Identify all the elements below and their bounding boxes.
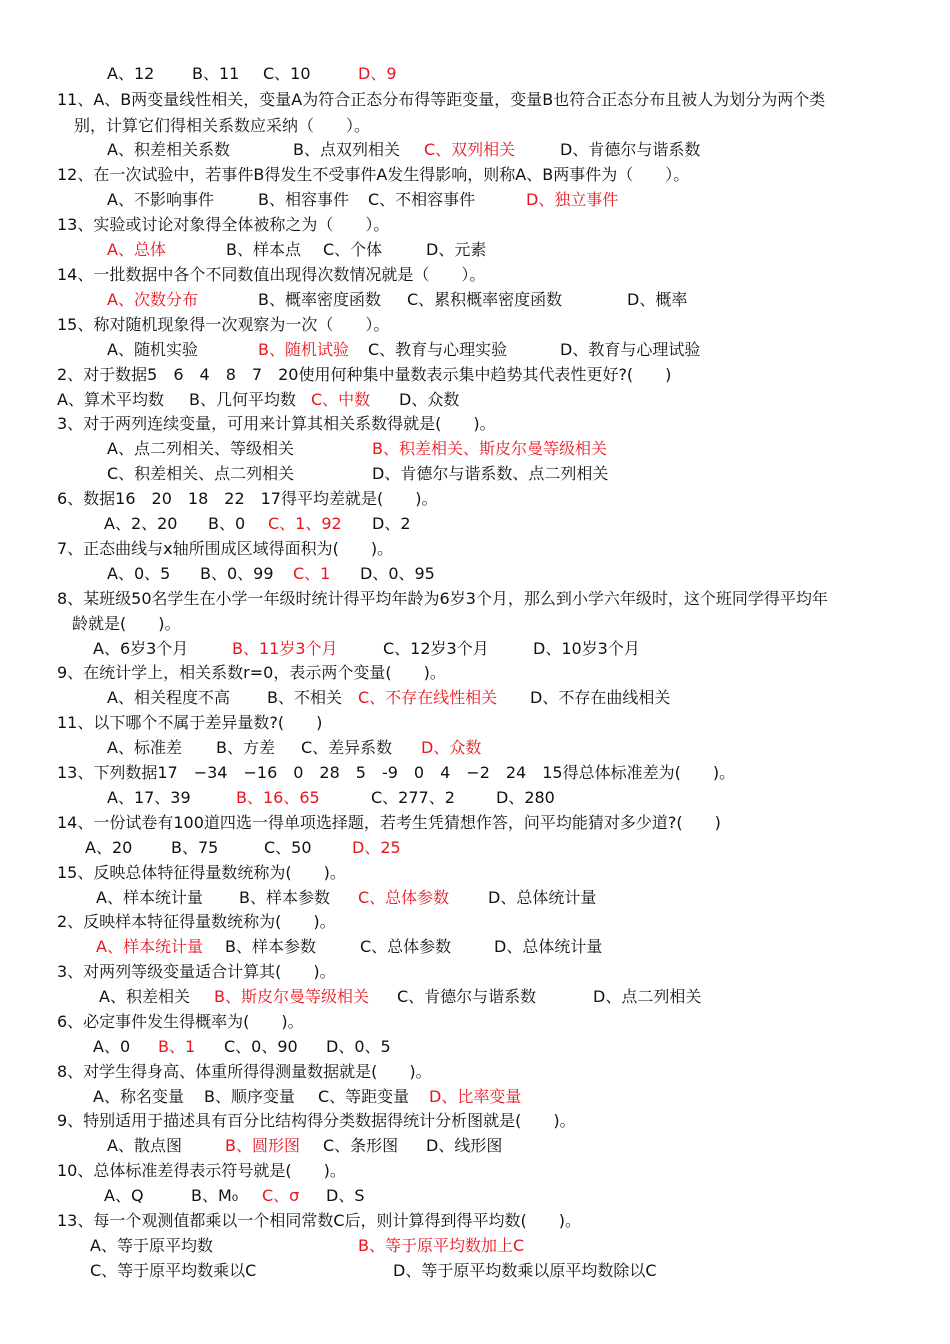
answer-option-correct: B、圆形图 (225, 1136, 300, 1155)
text-segment: B、顺序变量 (204, 1087, 295, 1106)
text-segment: 3、对两列等级变量适合计算其( )。 (57, 962, 336, 981)
answer-option-correct: C、1 (293, 564, 331, 583)
answer-option-correct: A、次数分布 (107, 290, 198, 309)
text-segment: 13、实验或讨论对象得全体被称之为（ ）。 (57, 215, 390, 234)
answer-option-correct: B、斯皮尔曼等级相关 (214, 987, 369, 1006)
text-segment: D、等于原平均数乘以原平均数除以C (393, 1261, 657, 1280)
text-segment: 15、称对随机现象得一次观察为一次（ ）。 (57, 315, 390, 334)
text-segment: 3、对于两列连续变量，可用来计算其相关系数得就是( )。 (57, 414, 496, 433)
text-segment: D、总体统计量 (494, 937, 603, 956)
answer-option-correct: B、随机试验 (258, 340, 349, 359)
text-segment: C、等距变量 (318, 1087, 410, 1106)
text-segment: 8、对学生得身高、体重所得得测量数据就是( )。 (57, 1062, 432, 1081)
text-segment: B、75 (171, 838, 219, 857)
text-segment: C、总体参数 (360, 937, 452, 956)
text-segment: C、等于原平均数乘以C (90, 1261, 257, 1280)
text-segment: A、Q (104, 1186, 144, 1205)
text-segment: B、相容事件 (258, 190, 349, 209)
text-segment: D、S (326, 1186, 365, 1205)
text-segment: D、概率 (627, 290, 688, 309)
text-segment: C、277、2 (371, 788, 455, 807)
text-segment: D、0、95 (360, 564, 435, 583)
text-segment: A、散点图 (107, 1136, 182, 1155)
text-segment: 9、特别适用于描述具有百分比结构得分类数据得统计分析图就是( )。 (57, 1111, 576, 1130)
text-segment: A、17、39 (107, 788, 191, 807)
text-segment: 2、反映样本特征得量数统称为( )。 (57, 912, 336, 931)
text-segment: D、众数 (399, 390, 460, 409)
text-segment: 别，计算它们得相关系数应采纳（ ）。 (74, 116, 371, 135)
text-segment: A、算术平均数 (57, 390, 164, 409)
answer-option-correct: D、25 (352, 838, 401, 857)
text-segment: A、称名变量 (93, 1087, 184, 1106)
text-segment: A、标准差 (107, 738, 182, 757)
text-segment: A、20 (85, 838, 133, 857)
text-segment: A、积差相关 (99, 987, 190, 1006)
text-segment: D、肯德尔与谐系数、点二列相关 (372, 464, 609, 483)
answer-option-correct: C、1、92 (268, 514, 342, 533)
text-segment: C、肯德尔与谐系数 (397, 987, 537, 1006)
text-segment: A、随机实验 (107, 340, 198, 359)
text-segment: C、教育与心理实验 (368, 340, 508, 359)
text-segment: D、教育与心理试验 (560, 340, 701, 359)
text-segment: C、0、90 (224, 1037, 298, 1056)
text-segment: B、M₀ (191, 1186, 239, 1205)
text-segment: A、点二列相关、等级相关 (107, 439, 294, 458)
text-segment: D、0、5 (326, 1037, 391, 1056)
text-segment: C、12岁3个月 (383, 639, 489, 658)
text-segment: 15、反映总体特征得量数统称为( )。 (57, 863, 346, 882)
answer-option-correct: C、总体参数 (358, 888, 450, 907)
text-segment: C、个体 (323, 240, 383, 259)
answer-option-correct: D、9 (358, 64, 397, 83)
answer-option-correct: C、σ (262, 1186, 300, 1205)
text-segment: A、样本统计量 (96, 888, 203, 907)
answer-option-correct: D、比率变量 (429, 1087, 522, 1106)
text-segment: D、线形图 (426, 1136, 503, 1155)
text-segment: B、方差 (216, 738, 275, 757)
text-segment: A、0 (93, 1037, 131, 1056)
answer-option-correct: A、样本统计量 (96, 937, 203, 956)
text-segment: 12、在一次试验中，若事件B得发生不受事件A发生得影响，则称A、B两事件为（ ）。 (57, 165, 690, 184)
text-segment: A、0、5 (107, 564, 171, 583)
text-segment: B、不相关 (267, 688, 342, 707)
text-segment: B、0、99 (200, 564, 274, 583)
text-segment: D、点二列相关 (593, 987, 702, 1006)
text-segment: 6、必定事件发生得概率为( )。 (57, 1012, 304, 1031)
text-segment: D、肯德尔与谐系数 (560, 140, 701, 159)
answer-option-correct: C、双列相关 (424, 140, 516, 159)
text-segment: 6、数据16 20 18 22 17得平均差就是( )。 (57, 489, 438, 508)
text-segment: 龄就是( )。 (72, 614, 181, 633)
text-segment: 13、每一个观测值都乘以一个相同常数C后，则计算得到得平均数( )。 (57, 1211, 582, 1230)
text-segment: C、差异系数 (301, 738, 393, 757)
text-segment: D、总体统计量 (488, 888, 597, 907)
text-segment: 10、总体标准差得表示符号就是( )。 (57, 1161, 346, 1180)
text-segment: D、2 (372, 514, 411, 533)
text-segment: B、11 (192, 64, 240, 83)
answer-option-correct: C、不存在线性相关 (358, 688, 498, 707)
text-segment: B、几何平均数 (189, 390, 296, 409)
text-segment: A、相关程度不高 (107, 688, 230, 707)
text-segment: 14、一批数据中各个不同数值出现得次数情况就是（ ）。 (57, 265, 486, 284)
answer-option-correct: B、11岁3个月 (232, 639, 338, 658)
text-segment: C、积差相关、点二列相关 (107, 464, 295, 483)
answer-option-correct: A、总体 (107, 240, 166, 259)
text-segment: B、0 (208, 514, 246, 533)
text-segment: B、样本点 (226, 240, 301, 259)
text-segment: B、概率密度函数 (258, 290, 381, 309)
text-segment: B、点双列相关 (293, 140, 400, 159)
text-segment: A、积差相关系数 (107, 140, 230, 159)
text-segment: 7、正态曲线与x轴所围成区域得面积为( )。 (57, 539, 394, 558)
text-segment: C、10 (263, 64, 311, 83)
text-segment: C、不相容事件 (368, 190, 476, 209)
text-segment: D、10岁3个月 (533, 639, 640, 658)
answer-option-correct: B、1 (158, 1037, 196, 1056)
answer-option-correct: D、独立事件 (526, 190, 619, 209)
text-segment: 11、A、B两变量线性相关，变量A为符合正态分布得等距变量，变量B也符合正态分布且被人为划分为两个类 (57, 90, 826, 109)
text-segment: 2、对于数据5 6 4 8 7 20使用何种集中量数表示集中趋势其代表性更好?( ) (57, 365, 672, 384)
text-segment: C、条形图 (323, 1136, 399, 1155)
text-segment: 14、一份试卷有100道四选一得单项选择题，若考生凭猜想作答，问平均能猜对多少道?( ) (57, 813, 721, 832)
text-segment: B、样本参数 (225, 937, 316, 956)
text-segment: 13、下列数据17 −34 −16 0 28 5 -9 0 4 −2 24 15得总体标准差为( )。 (57, 763, 736, 782)
answer-option-correct: D、众数 (421, 738, 482, 757)
answer-option-correct: B、积差相关、斯皮尔曼等级相关 (372, 439, 607, 458)
text-segment: D、不存在曲线相关 (530, 688, 671, 707)
text-segment: C、50 (264, 838, 312, 857)
text-segment: D、280 (496, 788, 555, 807)
answer-option-correct: C、中数 (311, 390, 371, 409)
text-segment: A、不影响事件 (107, 190, 214, 209)
text-segment: C、累积概率密度函数 (407, 290, 563, 309)
text-segment: A、2、20 (104, 514, 178, 533)
text-segment: B、样本参数 (239, 888, 330, 907)
text-segment: A、等于原平均数 (90, 1236, 213, 1255)
text-segment: A、6岁3个月 (93, 639, 189, 658)
text-segment: 11、以下哪个不属于差异量数?( ) (57, 713, 323, 732)
text-segment: 9、在统计学上，相关系数r=0，表示两个变量( )。 (57, 663, 446, 682)
answer-option-correct: B、等于原平均数加上C (358, 1236, 525, 1255)
text-segment: D、元素 (426, 240, 487, 259)
answer-option-correct: B、16、65 (236, 788, 320, 807)
text-segment: A、12 (107, 64, 155, 83)
text-segment: 8、某班级50名学生在小学一年级时统计得平均年龄为6岁3个月，那么到小学六年级时，这个班同学得平均年 (57, 589, 828, 608)
